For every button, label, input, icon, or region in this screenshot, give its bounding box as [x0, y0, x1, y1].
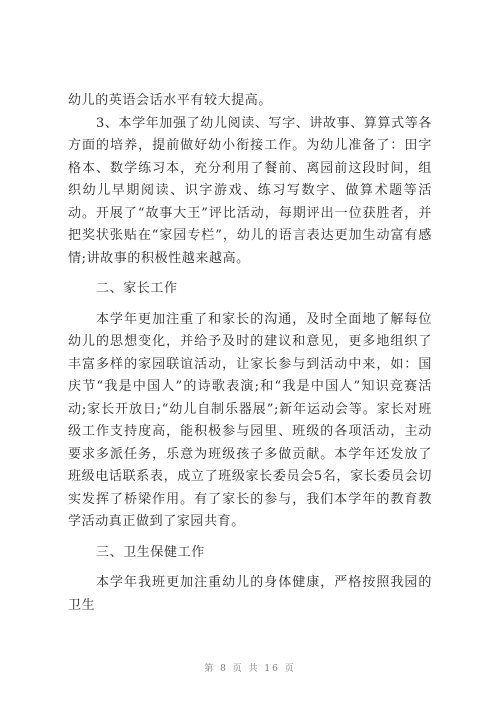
section-heading-health: 三、卫生保健工作 [96, 544, 205, 560]
paragraph-parents-work: 本学年更加注重了和家长的沟通，及时全面地了解每位幼儿的思想变化，并给予及时的建议和意见，更多地组织了丰富多样的家园联谊活动，让家长参与到活动中来，如：国庆节“我是中国人”的诗歌表演;和“我是中国人”知识竞赛活动;家长开放日;“幼儿自制乐器展”;新年运动会等。家长对班级工作支持度高，能积极参与园里、班级的各项活动，主动要求多派任务，乐意为班级孩子多做贡献。本学年还发放了班级电话联系表，成立了班级家长委员会5名，家长委员会切实发挥了桥梁作用。有了家长的参与，我们本学年的教育教学活动真正做到了家园共育。 [68, 311, 432, 529]
document-body [68, 90, 432, 617]
paragraph-continuation: 幼儿的英语会话水平有较大提高。 [68, 93, 273, 108]
paragraph-health-work: 本学年我班更加注重幼儿的身体健康，严格按照我园的卫生 [68, 575, 432, 613]
section-heading-parents: 二、家长工作 [96, 281, 178, 296]
paragraph-item-3: 3、本学年加强了幼儿阅读、写字、讲故事、算算式等各方面的培养，提前做好幼小衔接工作。为幼儿准备了：田字格本、数学练习本，充分利用了餐前、离园前这段时间，组织幼儿早期阅读、识字游戏、练习写数字、做算术题等活动。开展了“故事大王”评比活动，每期评出一位获胜者，并把奖状张贴在“家园专栏”，幼儿的语言表达更加生动富有感情;讲故事的积极性越来越高。 [68, 115, 432, 266]
page-number-footer: 第 8 页 共 16 页 [204, 664, 296, 674]
